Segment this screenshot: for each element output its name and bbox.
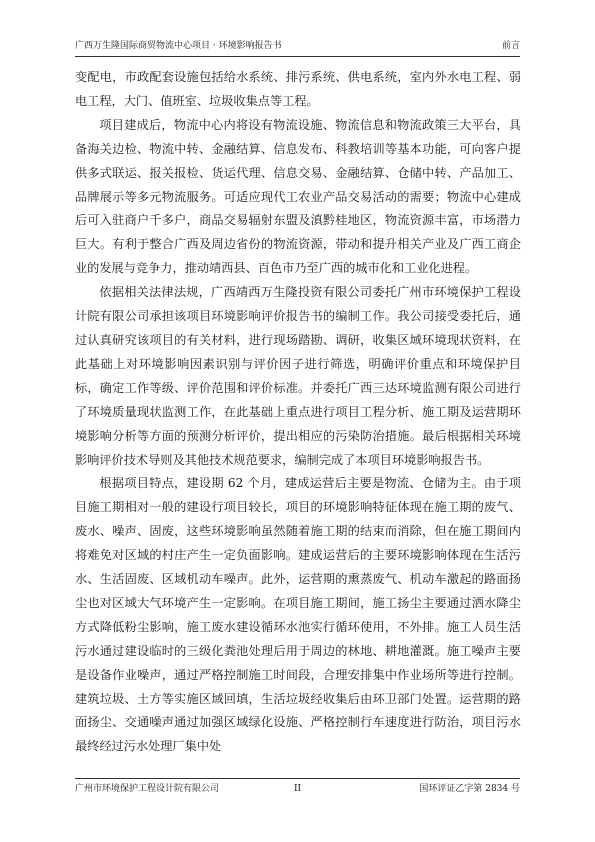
page-header — [75, 38, 520, 54]
header-title: 广西万生隆国际商贸物流中心项目 · 环境影响报告书 — [75, 41, 282, 51]
paragraph-project-overview: 项目建成后，物流中心内将设有物流设施、物流信息和物流政策三大平台，具备海关边检、物流中转、金融结算、信息发布、科教培训等基本功能，可向客户提供多式联运、报关报检、货运代理、信息交易、金融结算、仓储中转、产品加工、品牌展示等多元物流服务。可适应现代工农业产品交易活动的需要；物流中心建成后可入驻商户千多户，商品交易辐射东盟及滇黔桂地区，物流资源丰富，市场潜力巨大。有利于整合广西及周边省份的物流资源，带动和提升相关产业及广西工商企业的发展与竞争力，推动靖西县、百色市乃至广西的城市化和工业化进程。 — [75, 117, 521, 276]
paragraph-continuation: 变配电，市政配套设施包括给水系统、排污系统、供电系统，室内外水电工程、弱电工程，大门、值班室、垃圾收集点等工程。 — [75, 70, 521, 108]
page-footer — [75, 781, 520, 797]
paragraph-commission: 依据相关法律法规，广西靖西万生隆投资有限公司委托广州市环境保护工程设计院有限公司承担该项目环境影响评价报告书的编制工作。我公司接受委托后，通过认真研究该项目的有关材料，进行现场踏勘、调研，收集区域环境现状资料，在此基础上对环境影响因素识别与评价因子进行筛选，明确评价重点和环境保护目标，确定工作等级、评价范围和评价标准。并委托广西三达环境监测有限公司进行了环境质量现状监测工作，在此基础上重点进行项目工程分析、施工期及运营期环境影响分析等方面的预测分析评价，提出相应的污染防治措施。最后根据相关环境影响评价技术导则及其他技术规范要求，编制完成了本项目环境影响报告书。 — [75, 285, 521, 467]
header-divider — [75, 56, 520, 57]
document-body — [75, 66, 521, 759]
page-number: II — [293, 784, 302, 794]
header-section: 前言 — [501, 41, 520, 51]
footer-company: 广州市环境保护工程设计院有限公司 — [75, 784, 220, 794]
footer-divider — [75, 778, 520, 779]
footer-certificate: 国环评证乙字第 2834 号 — [419, 784, 520, 794]
paragraph-impact-summary: 根据项目特点，建设期 62 个月，建成运营后主要是物流、仓储为主。由于项目施工期相对一般的建设行项目较长，项目的环境影响特征体现在施工期的废气、废水、噪声、固废，这些环境影响虽然随着施工期的结束而消除，但在施工期间内将难免对区域的村庄产生一定负面影响。建成运营后的主要环境影响体现在生活污水、生活固废、区域机动车噪声。此外，运营期的熏蒸废气、机动车激起的路面扬尘也对区域大气环境产生一定影响。在项目施工期间，施工扬尘主要通过洒水降尘方式降低粉尘影响，施工废水建设循环水池实行循环使用，不外排。施工人员生活污水通过建设临时的三级化粪池处理后用于周边的林地、耕地灌溉。施工噪声主要是设备作业噪声，通过严格控制施工时间段，合理安排集中作业场所等进行控制。建筑垃圾、土方等实施区域回填，生活垃圾经收集后由环卫部门处置。运营期的路面扬尘、交通噪声通过加强区域绿化设施、严格控制行车速度进行防治，项目污水最终经过污水处理厂集中处 — [75, 476, 521, 754]
